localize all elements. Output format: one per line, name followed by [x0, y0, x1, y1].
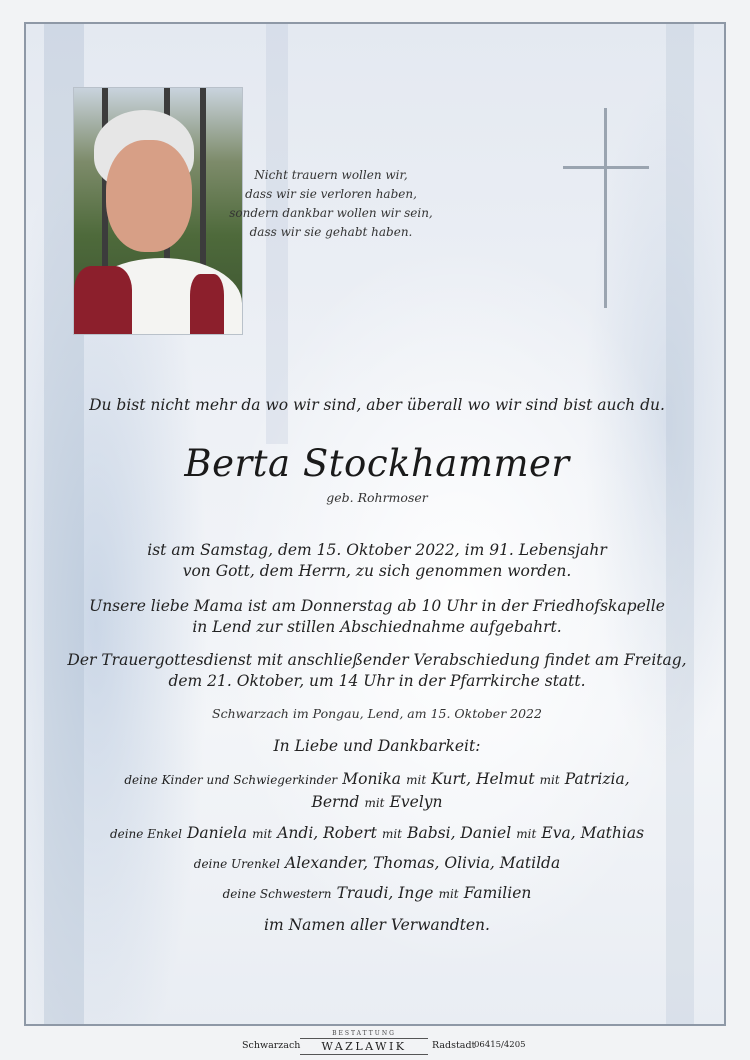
background-tree [666, 24, 694, 1026]
service-notice-line: Der Trauergottesdienst mit anschließender Verabschiedung findet am Freitag, [67, 651, 687, 669]
family-name: Familien [463, 884, 532, 902]
service-notice-line: dem 21. Oktober, um 14 Uhr in der Pfarrkirche statt. [168, 672, 586, 690]
family-name: Alexander, Thomas, Olivia, Matilda [285, 854, 561, 872]
family-with: mit [381, 827, 403, 841]
quote-line: dass wir sie verloren haben, [245, 187, 417, 201]
death-notice [26, 540, 726, 582]
cross-vertical [604, 108, 607, 308]
viewing-notice-line: Unsere liebe Mama ist am Donnerstag ab 10 Uhr in der Friedhofskapelle [89, 597, 665, 615]
relatives-line: im Namen aller Verwandten. [264, 916, 490, 934]
family-name: Eva, Mathias [541, 824, 645, 842]
family-with: mit [252, 827, 273, 841]
viewing-notice [26, 596, 726, 638]
viewing-notice-line: in Lend zur stillen Abschiednahme aufgebahrt. [192, 618, 562, 636]
family-name: Bernd [311, 793, 360, 811]
family-name: Kurt, Helmut [431, 770, 535, 788]
family-label: deine Kinder und Schwiegerkinder [124, 773, 338, 787]
birth-name: geb. Rohrmoser [326, 490, 428, 505]
quote-line: sondern dankbar wollen wir sein, [229, 206, 433, 220]
portrait-vest [74, 266, 132, 334]
funeral-home-logo [300, 1030, 428, 1055]
motto: Du bist nicht mehr da wo wir sind, aber überall wo wir sind bist auch du. [89, 396, 665, 414]
footer-location-right: Radstadt [432, 1040, 476, 1051]
deceased-name: Berta Stockhammer [184, 442, 570, 485]
family-with: mit [516, 827, 537, 841]
family-name: Andi, Robert [277, 824, 377, 842]
family-with: mit [406, 773, 427, 787]
family-name: Babsi, Daniel [407, 824, 512, 842]
family-label: deine Enkel [109, 827, 182, 841]
family-sisters [26, 882, 726, 905]
portrait-face [106, 140, 192, 252]
death-notice-line: von Gott, dem Herrn, zu sich genommen worden. [182, 562, 572, 580]
quote-block [186, 166, 476, 242]
family-with: mit [364, 796, 385, 810]
family-with: mit [539, 773, 560, 787]
family-name: Traudi, Inge [336, 884, 434, 902]
logo-main: WAZLAWIK [300, 1038, 428, 1055]
portrait-vest [190, 274, 224, 334]
closing-line: In Liebe und Dankbarkeit: [273, 737, 481, 755]
footer [0, 1030, 750, 1060]
family-children [26, 768, 726, 814]
family-name: Daniela [187, 824, 247, 842]
cross-horizontal [563, 166, 649, 169]
family-label: deine Schwestern [222, 887, 332, 901]
footer-phone: 06415/4205 [474, 1040, 526, 1050]
obituary-sheet [24, 22, 726, 1026]
family-great-grandchildren [26, 852, 726, 875]
family-name: Monika [342, 770, 402, 788]
logo-top: BESTATTUNG [332, 1030, 396, 1037]
service-notice [26, 650, 726, 692]
place-date: Schwarzach im Pongau, Lend, am 15. Oktober 2022 [212, 706, 542, 721]
death-notice-line: ist am Samstag, dem 15. Oktober 2022, im 91. Lebensjahr [147, 541, 607, 559]
quote-line: dass wir sie gehabt haben. [249, 225, 413, 239]
quote-line: Nicht trauern wollen wir, [254, 168, 408, 182]
family-with: mit [438, 887, 459, 901]
family-name: Patrizia, [564, 770, 630, 788]
footer-location-left: Schwarzach [242, 1040, 301, 1051]
family-name: Evelyn [389, 793, 443, 811]
family-label: deine Urenkel [193, 857, 280, 871]
family-grandchildren [26, 822, 726, 845]
